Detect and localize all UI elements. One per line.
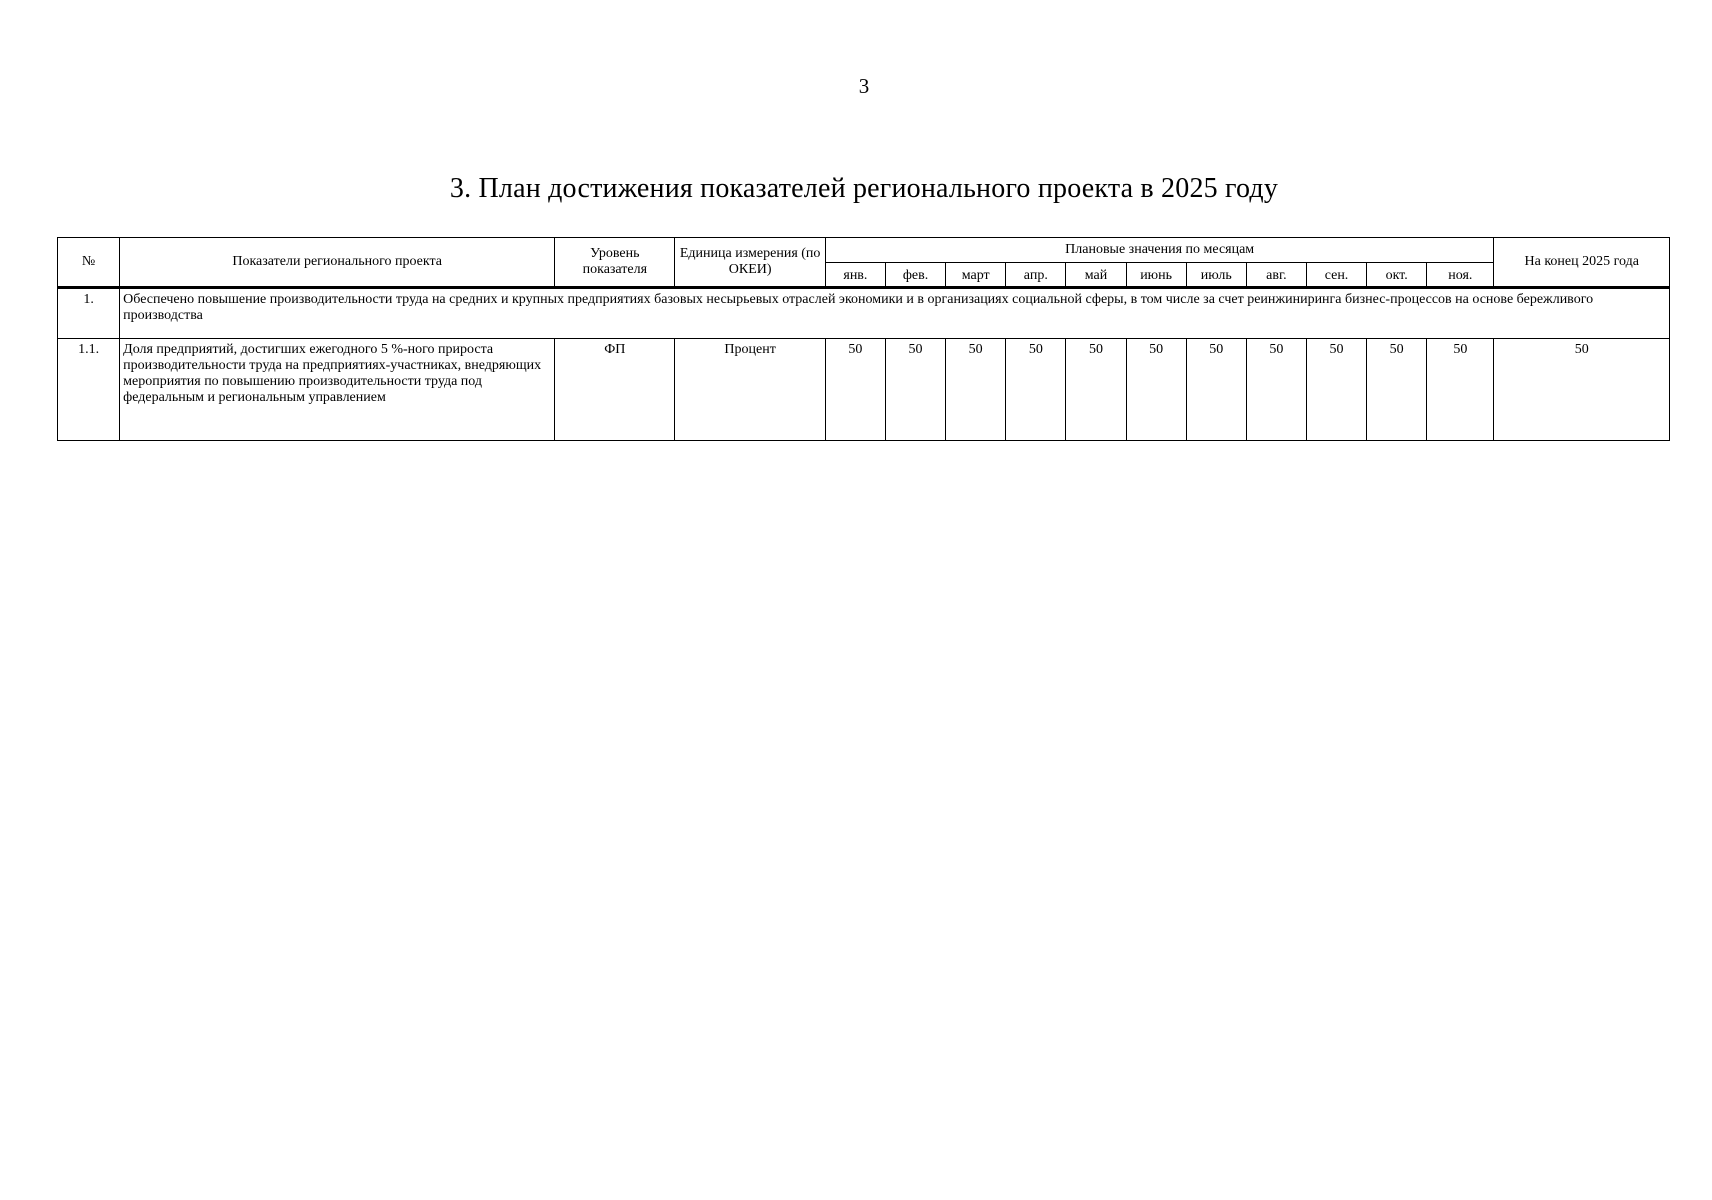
value-nov: 50 bbox=[1427, 339, 1494, 441]
header-month-sep: сен. bbox=[1306, 263, 1366, 288]
value-year-end: 50 bbox=[1494, 339, 1670, 441]
table-row-indicator bbox=[58, 339, 1670, 441]
value-jun: 50 bbox=[1126, 339, 1186, 441]
value-sep: 50 bbox=[1306, 339, 1366, 441]
value-apr: 50 bbox=[1006, 339, 1066, 441]
header-level: Уровень показателя bbox=[555, 238, 675, 288]
value-may: 50 bbox=[1066, 339, 1126, 441]
header-unit: Единица измерения (по ОКЕИ) bbox=[675, 238, 825, 288]
table-row-goal bbox=[58, 288, 1670, 339]
header-indicators: Показатели регионального проекта bbox=[120, 238, 555, 288]
header-month-jan: янв. bbox=[825, 263, 885, 288]
header-month-oct: окт. bbox=[1367, 263, 1427, 288]
header-month-may: май bbox=[1066, 263, 1126, 288]
document-title: 3. План достижения показателей регионального проекта в 2025 году bbox=[449, 173, 1279, 204]
header-month-jul: июль bbox=[1186, 263, 1246, 288]
header-month-apr: апр. bbox=[1006, 263, 1066, 288]
page-number: 3 bbox=[858, 74, 870, 98]
value-jul: 50 bbox=[1186, 339, 1246, 441]
header-month-jun: июнь bbox=[1126, 263, 1186, 288]
value-jan: 50 bbox=[825, 339, 885, 441]
header-month-nov: ноя. bbox=[1427, 263, 1494, 288]
indicator-unit: Процент bbox=[675, 339, 825, 441]
header-num: № bbox=[58, 238, 120, 288]
value-oct: 50 bbox=[1367, 339, 1427, 441]
header-month-aug: авг. bbox=[1246, 263, 1306, 288]
value-feb: 50 bbox=[885, 339, 945, 441]
indicator-num: 1.1. bbox=[58, 339, 120, 441]
header-year-end: На конец 2025 года bbox=[1494, 238, 1670, 288]
goal-num: 1. bbox=[58, 288, 120, 339]
indicator-plan-table bbox=[57, 237, 1670, 441]
header-month-mar: март bbox=[946, 263, 1006, 288]
value-aug: 50 bbox=[1246, 339, 1306, 441]
header-monthly-group: Плановые значения по месяцам bbox=[825, 238, 1494, 263]
header-month-feb: фев. bbox=[885, 263, 945, 288]
indicator-name: Доля предприятий, достигших ежегодного 5 %-ного прироста производительности труда на предприятиях-участниках, внедряющих мероприятия по повышению производительности труда под федеральным и региональным управлением bbox=[120, 339, 555, 441]
indicator-level: ФП bbox=[555, 339, 675, 441]
value-mar: 50 bbox=[946, 339, 1006, 441]
goal-text: Обеспечено повышение производительности труда на средних и крупных предприятиях базовых несырьевых отраслей экономики и в организациях социальной сферы, в том числе за счет реинжиниринга бизнес-процессов на основе бережливого производства bbox=[120, 288, 1670, 339]
